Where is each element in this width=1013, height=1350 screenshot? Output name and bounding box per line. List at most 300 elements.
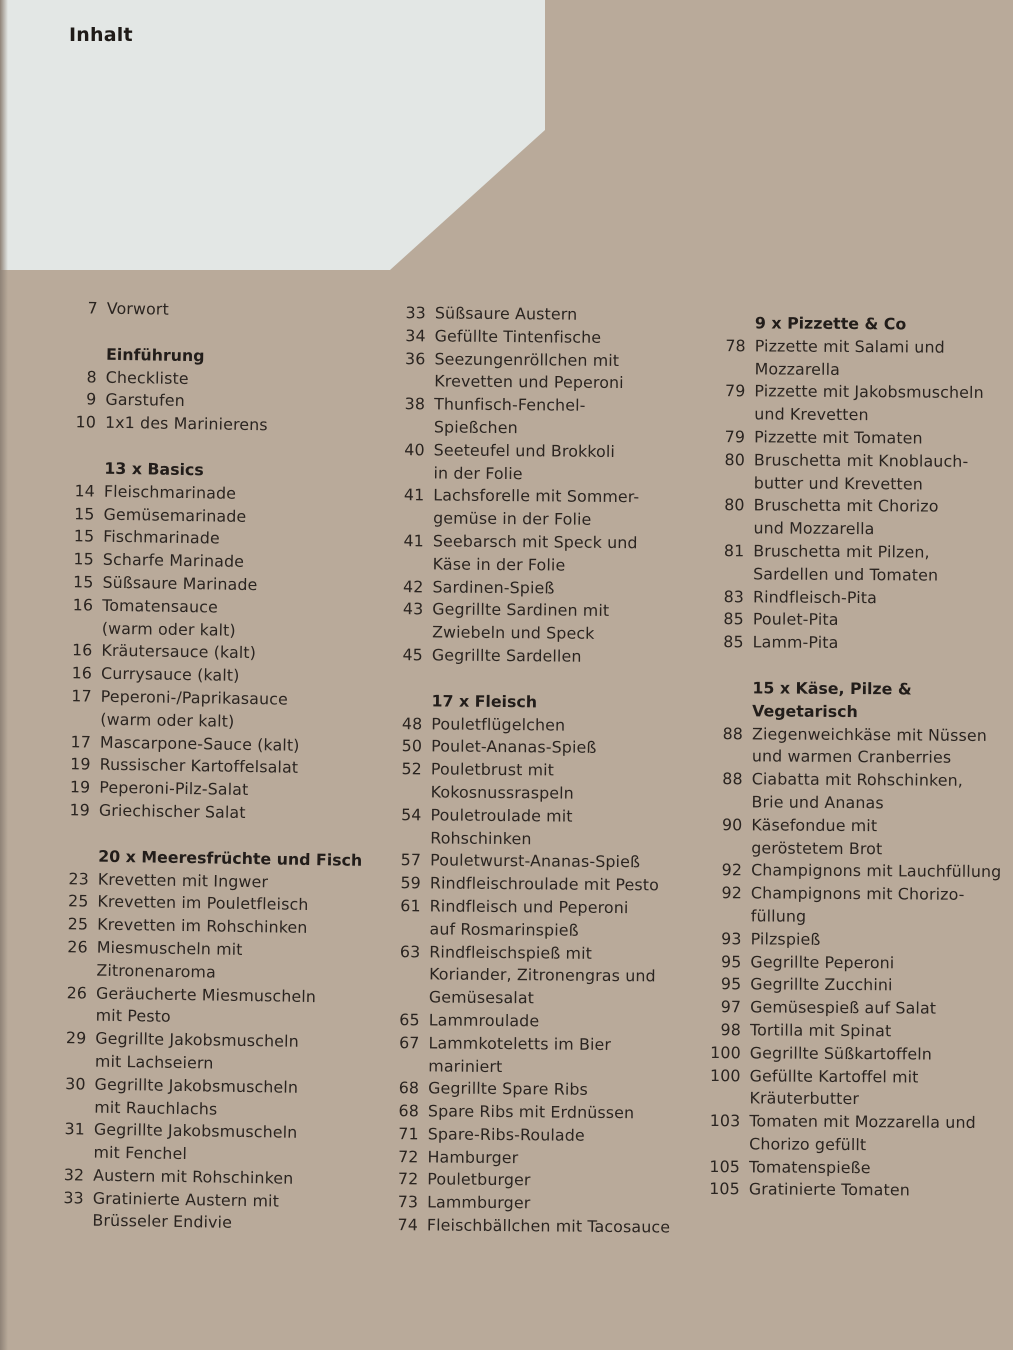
entry-title — [752, 723, 1013, 770]
toc-entry — [385, 598, 715, 646]
entry-title-line: Rindfleisch-Pita — [752, 586, 878, 607]
entry-title — [435, 325, 718, 350]
entry-title-line: Gemüsespieß auf Salat — [750, 997, 937, 1018]
page-number: 19 — [69, 800, 91, 820]
page-number: 100 — [710, 1042, 741, 1062]
page-number: 81 — [723, 541, 745, 561]
page-number: 78 — [725, 335, 746, 356]
entry-title-line: Pizzette mit Jakobsmuscheln — [754, 381, 984, 403]
page-number: 41 — [403, 485, 425, 505]
entry-title — [750, 1019, 1011, 1044]
page-number: 50 — [401, 736, 423, 756]
page-number: 38 — [404, 394, 426, 414]
page-number: 34 — [405, 325, 426, 346]
toc-entry — [701, 1019, 1011, 1044]
page-number: 92 — [721, 860, 743, 880]
entry-title-line: Brüsseler Endivie — [92, 1211, 233, 1233]
page-number: 25 — [67, 891, 89, 911]
page-number: 90 — [721, 814, 743, 835]
page-number: 17 — [71, 686, 92, 706]
entry-title-line: Lamm-Pita — [752, 632, 839, 653]
entry-title-line: Fleischbällchen mit Tacosauce — [426, 1215, 671, 1237]
entry-title-line: Garstufen — [105, 390, 186, 411]
entry-title — [753, 586, 1013, 611]
entry-title-line: Geräucherte Miesmuscheln — [95, 983, 317, 1006]
entry-title — [99, 800, 382, 827]
page-number: 85 — [723, 632, 744, 652]
entry-title-line: Checkliste — [105, 367, 189, 388]
entry-title-line: (warm oder kalt) — [100, 709, 235, 731]
page-number: 71 — [398, 1124, 419, 1144]
entry-title-line: Krevetten im Rohschinken — [97, 914, 308, 938]
entry-title-line: Zitronenaroma — [96, 960, 217, 982]
entry-title-line: Lammburger — [427, 1192, 531, 1213]
entry-title-line: Poulet-Ananas-Spieß — [431, 736, 597, 758]
page-number: 10 — [75, 412, 97, 432]
toc-entry — [386, 439, 716, 487]
entry-title-line: Champignons mit Chorizo- — [750, 883, 965, 904]
entry-title — [428, 1100, 711, 1125]
entry-title-line: Tomatensauce — [102, 595, 219, 617]
entry-title-line: mariniert — [428, 1055, 503, 1076]
toc-entry — [704, 608, 1013, 633]
page-edge-shadow — [0, 0, 8, 1350]
entry-title — [749, 1179, 1010, 1204]
page-number: 68 — [398, 1078, 420, 1098]
entry-title — [432, 644, 715, 669]
page-number: 26 — [67, 937, 88, 957]
entry-title-line: Rindfleisch und Peperoni — [429, 896, 629, 918]
entry-title-line: Pouletburger — [427, 1169, 531, 1190]
entry-title-line: gemüse in der Folie — [433, 508, 592, 529]
entry-title-line: Miesmuscheln mit — [96, 937, 243, 959]
entry-title — [427, 1214, 710, 1239]
page-number: 93 — [721, 928, 742, 948]
toc-entry — [702, 814, 1012, 862]
entry-title-line: Spare-Ribs-Roulade — [427, 1124, 585, 1145]
toc-entry — [53, 685, 384, 736]
entry-title-line: Peperoni-/Paprikasauce — [100, 686, 289, 709]
entry-title — [749, 1065, 1010, 1112]
entry-title-line: Gemüsemarinade — [103, 504, 247, 526]
page-number: 105 — [709, 1179, 740, 1199]
entry-title-line: Süßsaure Marinade — [102, 572, 258, 595]
entry-title-line: Peperoni-Pilz-Salat — [99, 777, 249, 800]
toc-entry — [705, 380, 1013, 428]
entry-title-line: Currysauce (kalt) — [100, 663, 240, 686]
toc-entry — [49, 936, 380, 987]
entry-title-line: Pizzette mit Salami und — [754, 336, 945, 357]
entry-title-line: Gegrillte Sardellen — [431, 645, 582, 666]
page-number: 67 — [399, 1032, 420, 1053]
toc-entry — [380, 1146, 710, 1172]
page-number: 9 — [86, 389, 97, 409]
entry-title-line: Käsefondue mit — [751, 815, 878, 835]
entry-title — [751, 768, 1012, 815]
toc-entry — [382, 895, 712, 943]
section-heading: 20 x Meeresfrüchte und Fisch — [98, 846, 363, 870]
page-number: 54 — [401, 804, 422, 825]
page-number: 36 — [405, 348, 426, 368]
toc-entry — [388, 302, 718, 328]
page-number: 92 — [721, 883, 743, 903]
toc-entry — [700, 1178, 1010, 1203]
page-number: 83 — [723, 586, 745, 606]
entry-title-line: und Krevetten — [754, 404, 869, 425]
entry-title — [429, 895, 712, 943]
page-number: 16 — [72, 595, 94, 615]
entry-title-line: Pizzette mit Tomaten — [754, 427, 923, 448]
toc-entry — [387, 393, 717, 441]
page-number: 98 — [720, 1020, 742, 1040]
section-heading: 17 x Fleisch — [431, 691, 538, 712]
section-gap — [385, 667, 715, 693]
page-number: 25 — [67, 914, 89, 934]
toc-entry — [49, 981, 380, 1032]
entry-title — [428, 1123, 711, 1148]
entry-title-line: Krevetten mit Ingwer — [97, 869, 269, 891]
entry-title — [750, 974, 1011, 999]
entry-title-line: Kräuterbutter — [749, 1088, 860, 1109]
entry-title-line: Russischer Kartoffelsalat — [99, 755, 299, 778]
toc-entry — [700, 1064, 1010, 1112]
entry-title-line: Pilzspieß — [750, 929, 821, 949]
entry-title — [105, 412, 388, 439]
toc-entry — [382, 1009, 712, 1035]
entry-title-line: butter und Krevetten — [753, 472, 924, 494]
entry-title — [433, 530, 716, 578]
page-number: 15 — [72, 572, 94, 592]
entry-title — [434, 348, 717, 396]
entry-title — [100, 686, 384, 736]
entry-title — [435, 302, 718, 327]
toc-entry — [388, 325, 718, 351]
toc-entry — [386, 484, 716, 532]
toc-entry — [387, 348, 717, 396]
page-number: 7 — [87, 298, 98, 318]
page-title: Inhalt — [69, 24, 133, 46]
entry-title — [750, 996, 1011, 1021]
entry-title — [94, 1073, 378, 1123]
entry-title — [750, 1042, 1011, 1067]
entry-title — [431, 713, 714, 738]
toc-entry — [701, 973, 1011, 998]
toc-entry — [704, 631, 1013, 656]
entry-title-line: Sardinen-Spieß — [432, 576, 555, 598]
entry-title-line: füllung — [750, 906, 807, 926]
page-number: 29 — [65, 1028, 87, 1048]
toc-entry — [702, 768, 1012, 816]
entry-title-line: Kokosnussraspeln — [430, 782, 574, 803]
entry-title-line: Seebarsch mit Speck und — [432, 531, 638, 553]
entry-title-line: Bruschetta mit Knoblauch- — [753, 450, 969, 471]
toc-entry — [380, 1191, 710, 1217]
page-number: 80 — [724, 449, 746, 470]
entry-title-line: Seeteufel und Brokkoli — [433, 440, 616, 461]
page-number: 97 — [720, 997, 742, 1017]
entry-title-line: Tomatenspieße — [748, 1157, 871, 1177]
toc-entry — [704, 586, 1013, 611]
entry-title — [753, 609, 1013, 634]
toc-entry — [702, 928, 1012, 953]
entry-title — [427, 1169, 710, 1194]
entry-title — [750, 951, 1011, 976]
entry-title-line: Krevetten im Pouletfleisch — [97, 891, 309, 915]
toc-entry — [704, 494, 1013, 542]
entry-title-line: Champignons mit Lauchfüllung — [751, 860, 1002, 882]
entry-title-line: Fischmarinade — [103, 527, 220, 548]
page-number: 59 — [400, 873, 422, 893]
entry-title — [433, 485, 716, 533]
page-number: 42 — [403, 576, 424, 596]
page-number: 40 — [404, 439, 425, 460]
entry-title-line: 1x1 des Marinierens — [104, 412, 268, 435]
entry-title-line: mit Fenchel — [93, 1142, 188, 1164]
entry-title — [432, 576, 715, 601]
entry-title — [753, 631, 1013, 656]
page-number: 95 — [720, 974, 742, 994]
toc-entry — [384, 713, 714, 739]
entry-title — [432, 599, 715, 647]
entry-title-line: Gegrillte Spare Ribs — [428, 1078, 589, 1100]
entry-title — [751, 928, 1012, 953]
toc-entry — [704, 540, 1013, 588]
toc-entry — [705, 449, 1013, 497]
entry-title-line: Gegrillte Jakobsmuscheln — [95, 1028, 299, 1051]
page-number: 16 — [71, 640, 93, 660]
entry-title — [102, 594, 386, 644]
entry-title-line: Bruschetta mit Chorizo — [753, 495, 939, 517]
entry-title-line: Rohschinken — [430, 827, 532, 848]
section-heading: 13 x Basics — [104, 458, 204, 480]
toc-entry — [381, 1032, 711, 1080]
page-number: 43 — [402, 599, 424, 619]
entry-title — [427, 1146, 710, 1171]
entry-title — [427, 1192, 710, 1217]
entry-title-line: Gegrillte Sardinen mit — [432, 599, 610, 621]
page-number: 85 — [723, 609, 744, 629]
toc-entry — [702, 882, 1012, 930]
entry-title-line: Gratinierte Tomaten — [748, 1179, 910, 1200]
entry-title-line: Brie und Ananas — [751, 792, 884, 813]
entry-title-line: Krevetten und Peperoni — [434, 371, 624, 393]
entry-title — [430, 804, 713, 852]
entry-title — [107, 298, 390, 325]
entry-title-line: Gegrillte Peperoni — [750, 951, 895, 972]
entry-title — [754, 381, 1013, 428]
toc-entry — [384, 735, 714, 761]
entry-title-line: Sardellen und Tomaten — [753, 564, 939, 585]
entry-title-line: Gefüllte Tintenfische — [434, 326, 602, 347]
entry-title-line: Tortilla mit Spinat — [749, 1020, 892, 1041]
toc-entry — [384, 758, 714, 806]
entry-title-line: in der Folie — [433, 462, 523, 483]
entry-title-line: Süßsaure Austern — [434, 303, 578, 324]
page-number: 61 — [400, 896, 421, 916]
section-gap — [703, 654, 1013, 679]
entry-title-line: Hamburger — [427, 1147, 519, 1167]
entry-title — [430, 850, 713, 875]
entry-title — [431, 759, 714, 807]
page-number: 45 — [402, 645, 424, 665]
page-number: 95 — [720, 951, 742, 971]
entry-title — [96, 982, 380, 1032]
entry-title — [92, 1187, 376, 1237]
entry-title-line: Ciabatta mit Rohschinken, — [751, 769, 964, 790]
entry-title-line: Lachsforelle mit Sommer- — [433, 485, 640, 507]
entry-title — [754, 426, 1013, 451]
toc-entry — [45, 1187, 376, 1238]
entry-title — [433, 439, 716, 487]
toc-entry — [706, 335, 1013, 383]
entry-title-line: Griechischer Salat — [98, 800, 246, 822]
entry-title-line: Gegrillte Süßkartoffeln — [749, 1043, 933, 1064]
toc-entry — [382, 940, 713, 1011]
entry-title-line: Bruschetta mit Pilzen, — [753, 541, 930, 562]
toc-column-1 — [45, 297, 390, 1237]
entry-title — [431, 736, 714, 761]
toc-entry — [381, 1077, 711, 1103]
page-number: 14 — [74, 481, 96, 501]
entry-title — [749, 1156, 1010, 1181]
toc-column-2 — [380, 302, 718, 1240]
toc-entry — [385, 576, 715, 602]
toc-entry — [383, 872, 713, 898]
page-number: 79 — [724, 427, 746, 447]
toc-column-3 — [700, 312, 1013, 1203]
entry-title-line: Pouletwurst-Ananas-Spieß — [430, 850, 641, 872]
toc-entry — [380, 1214, 710, 1240]
page-number: 32 — [63, 1165, 85, 1185]
entry-title-line: Koriander, Zitronengras und — [429, 964, 656, 986]
entry-title-line: Gratinierte Austern mit — [92, 1188, 280, 1211]
entry-title-line: Pouletroulade mit — [430, 805, 573, 826]
entry-title — [751, 882, 1012, 929]
entry-title — [428, 1078, 711, 1103]
entry-title-line: Austern mit Rohschinken — [93, 1165, 294, 1188]
toc-entry — [701, 951, 1011, 976]
entry-title — [428, 1032, 711, 1080]
page-number: 57 — [400, 850, 422, 870]
page-number: 72 — [398, 1146, 419, 1166]
page-number: 19 — [70, 754, 91, 774]
page-number: 26 — [66, 982, 88, 1003]
entry-title-line: und Mozzarella — [753, 518, 875, 539]
page-number: 23 — [68, 868, 90, 889]
entry-title-line: Seezungenröllchen mit — [434, 349, 620, 370]
toc-entry — [705, 426, 1013, 451]
section-heading: 9 x Pizzette & Co — [754, 313, 907, 334]
entry-title-line: Rindfleischroulade mit Pesto — [429, 873, 660, 895]
page-number: 33 — [405, 303, 426, 323]
entry-title-line: Gemüsesalat — [428, 987, 535, 1008]
entry-title-line: Rindfleischspieß mit — [429, 941, 593, 963]
toc-entry — [381, 1123, 711, 1149]
page-number: 15 — [73, 526, 95, 546]
entry-title — [751, 814, 1012, 861]
page-number: 31 — [64, 1119, 86, 1139]
entry-title-line: Pouletbrust mit — [430, 759, 555, 780]
entry-title-line: Ziegenweichkäse mit Nüssen — [751, 723, 987, 745]
entry-title-line: mit Rauchlachs — [94, 1097, 218, 1119]
entry-title-line: mit Lachseiern — [94, 1051, 214, 1073]
entry-title — [93, 1119, 377, 1169]
entry-title-line: Chorizo gefüllt — [749, 1134, 867, 1155]
page-number: 63 — [399, 941, 421, 961]
entry-title — [95, 1028, 379, 1078]
page-number: 72 — [397, 1169, 419, 1189]
page-number: 30 — [65, 1073, 86, 1094]
entry-title — [434, 394, 717, 442]
entry-title — [96, 937, 380, 987]
page-number: 17 — [70, 731, 92, 752]
toc-entry — [385, 644, 715, 670]
toc-entry — [700, 1156, 1010, 1181]
toc-entry — [48, 1027, 379, 1078]
toc-entry — [703, 723, 1013, 771]
page-number: 33 — [63, 1187, 85, 1208]
toc-entry — [46, 1118, 377, 1169]
entry-title — [429, 941, 713, 1012]
entry-title-line: geröstetem Brot — [751, 837, 883, 858]
entry-title-line: Gefüllte Kartoffel mit — [749, 1065, 919, 1087]
entry-title-line: mit Pesto — [95, 1005, 171, 1027]
toc-entry — [701, 996, 1011, 1021]
page-number: 79 — [724, 381, 746, 401]
page-number: 52 — [401, 759, 423, 779]
entry-title-line: auf Rosmarinspieß — [429, 919, 579, 940]
entry-title-line: Fleischmarinade — [103, 481, 237, 503]
entry-title-line: Gegrillte Zucchini — [750, 974, 893, 995]
entry-title-line: Mozzarella — [754, 358, 841, 379]
entry-title-line: Lammkoteletts im Bier — [428, 1033, 612, 1054]
toc-entry — [702, 859, 1012, 884]
page-number: 74 — [397, 1215, 419, 1235]
toc-entry — [47, 1073, 378, 1124]
page-number: 100 — [709, 1065, 741, 1085]
toc-entry — [380, 1168, 710, 1194]
page-number: 15 — [73, 549, 95, 569]
entry-title-line: Thunfisch-Fenchel- — [434, 394, 586, 415]
entry-title-line: und warmen Cranberries — [751, 746, 952, 768]
entry-title-line: Scharfe Marinade — [102, 549, 245, 572]
entry-title-line: Spare Ribs mit Erdnüssen — [427, 1101, 635, 1123]
page-number: 68 — [398, 1101, 420, 1121]
page-number: 65 — [399, 1010, 420, 1030]
toc-entry — [381, 1100, 711, 1126]
entry-title-line: Pouletflügelchen — [431, 713, 566, 735]
entry-title-line: Poulet-Pita — [752, 609, 839, 630]
page-number: 41 — [403, 531, 425, 551]
toc-entry — [386, 530, 716, 578]
page-number: 8 — [86, 367, 97, 387]
entry-title — [754, 449, 1013, 496]
toc-entry — [55, 594, 386, 645]
entry-title-line: Tomaten mit Mozzarella und — [749, 1111, 976, 1132]
toc-entry — [701, 1042, 1011, 1067]
page-number: 73 — [397, 1192, 419, 1212]
entry-title-line: Zwiebeln und Speck — [432, 622, 595, 643]
page-number: 88 — [722, 723, 744, 743]
entry-title — [753, 540, 1013, 587]
entry-title — [749, 1110, 1010, 1157]
entry-title-line: Käse in der Folie — [432, 554, 566, 575]
page-number: 16 — [71, 663, 93, 683]
entry-title — [430, 873, 713, 898]
entry-title-line: (warm oder kalt) — [101, 618, 236, 640]
entry-title-line: Lammroulade — [428, 1010, 540, 1031]
entry-title — [751, 860, 1012, 885]
